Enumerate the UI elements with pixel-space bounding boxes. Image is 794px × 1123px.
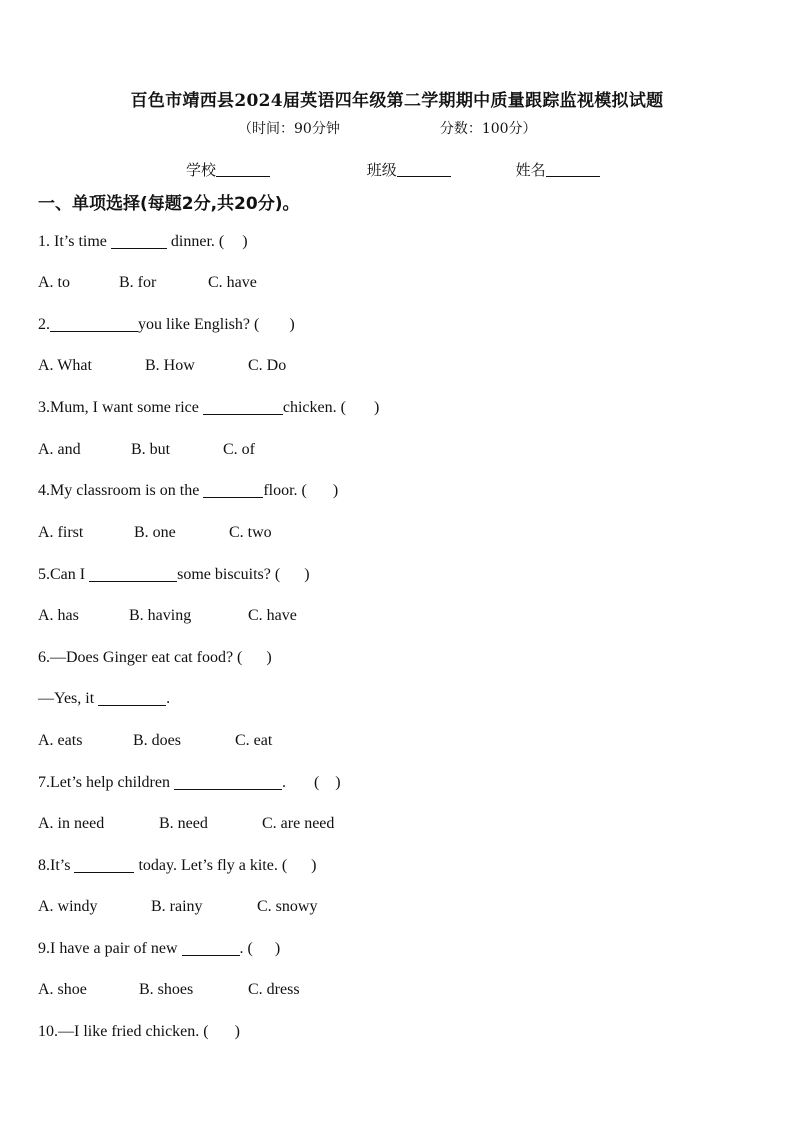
option-c[interactable]: C. have — [208, 274, 257, 291]
answer-paren-close[interactable]: ) — [335, 774, 341, 791]
option-a[interactable]: A. has — [38, 607, 79, 624]
class-label: 班级 — [366, 161, 397, 179]
option-b[interactable]: B. need — [159, 815, 208, 832]
answer-paren[interactable]: ) — [289, 316, 295, 333]
answer-blank[interactable] — [203, 399, 283, 415]
question-4-options — [38, 524, 272, 542]
question-6-options — [38, 732, 272, 750]
option-a[interactable]: A. to — [38, 274, 70, 291]
question-7-options — [38, 815, 334, 833]
question-text: today. Let’s fly a kite. ( — [134, 857, 288, 874]
option-c[interactable]: C. two — [229, 524, 272, 541]
option-b[interactable]: B. rainy — [151, 898, 203, 915]
option-c[interactable]: C. Do — [248, 357, 287, 374]
question-4 — [38, 482, 338, 500]
question-text: 10.—I like fried chicken. ( — [38, 1023, 209, 1040]
question-5 — [38, 566, 310, 584]
school-blank[interactable] — [216, 162, 270, 177]
answer-blank[interactable] — [182, 940, 240, 956]
question-8-options — [38, 898, 317, 916]
answer-paren[interactable]: ) — [332, 482, 339, 499]
option-b[interactable]: B. How — [145, 357, 195, 374]
option-b[interactable]: B. one — [134, 524, 176, 541]
question-text: 9.I have a pair of new — [38, 940, 182, 957]
question-text: dinner. ( — [166, 233, 225, 250]
question-2 — [38, 316, 295, 334]
question-10 — [38, 1023, 240, 1041]
question-text: 2. — [38, 316, 50, 333]
question-3-options — [38, 441, 255, 459]
question-text: . — [166, 690, 171, 707]
time-limit: （时间：90分钟 — [238, 121, 340, 137]
option-a[interactable]: A. and — [38, 441, 81, 458]
question-text: —Yes, it — [38, 690, 99, 707]
question-6 — [38, 649, 272, 667]
question-text: 7.Let’s help children — [38, 774, 174, 791]
name-blank[interactable] — [546, 162, 600, 177]
answer-paren[interactable]: ) — [274, 940, 281, 957]
answer-blank[interactable] — [50, 316, 138, 332]
option-c[interactable]: C. have — [248, 607, 297, 624]
question-text: 1. It’s time — [38, 233, 111, 250]
student-info-row — [186, 159, 600, 180]
question-text: 4.My classroom is on the — [38, 482, 204, 499]
question-text: . ( — [239, 940, 253, 957]
answer-blank[interactable] — [174, 774, 282, 790]
question-1 — [38, 233, 248, 251]
option-b[interactable]: B. having — [129, 607, 192, 624]
option-a[interactable]: A. in need — [38, 815, 105, 832]
answer-blank[interactable] — [203, 482, 263, 498]
option-a[interactable]: A. shoe — [38, 981, 87, 998]
option-c[interactable]: C. of — [223, 441, 255, 458]
question-6-answer-line — [38, 690, 170, 708]
exam-subtitle — [238, 118, 537, 138]
question-9 — [38, 940, 280, 958]
question-text: 5.Can I — [38, 566, 90, 583]
option-a[interactable]: A. windy — [38, 898, 98, 915]
class-field[interactable] — [367, 159, 451, 180]
question-text: 6.—Does Ginger eat cat food? ( — [38, 649, 243, 666]
option-a[interactable]: A. eats — [38, 732, 83, 749]
question-3 — [38, 399, 379, 417]
question-text: 8.It’s — [38, 857, 75, 874]
option-c[interactable]: C. eat — [235, 732, 273, 749]
name-label: 姓名 — [515, 161, 546, 179]
question-text: some biscuits? ( — [177, 566, 281, 583]
option-a[interactable]: A. first — [38, 524, 84, 541]
answer-blank[interactable] — [89, 566, 177, 582]
question-7 — [38, 774, 341, 792]
question-8 — [38, 857, 316, 875]
answer-blank[interactable] — [98, 690, 166, 706]
question-9-options — [38, 981, 300, 999]
question-text: 3.Mum, I want some rice — [38, 399, 203, 416]
name-field[interactable] — [516, 159, 600, 180]
question-text: chicken. ( — [282, 399, 346, 416]
section-heading: 一、单项选择(每题2分,共20分)。 — [38, 194, 300, 214]
option-b[interactable]: B. but — [131, 441, 171, 458]
class-blank[interactable] — [397, 162, 451, 177]
question-text: you like English? ( — [138, 316, 260, 333]
school-field[interactable] — [186, 159, 270, 180]
answer-paren[interactable]: ) — [234, 1023, 240, 1040]
school-label: 学校 — [186, 161, 217, 179]
question-2-options — [38, 357, 286, 375]
answer-blank[interactable] — [74, 857, 134, 873]
option-b[interactable]: B. for — [119, 274, 157, 291]
answer-paren[interactable]: ) — [373, 399, 380, 416]
answer-paren-open[interactable]: ( — [313, 774, 320, 791]
question-5-options — [38, 607, 297, 625]
answer-paren[interactable]: ) — [311, 857, 317, 874]
exam-title: 百色市靖西县2024届英语四年级第二学期期中质量跟踪监视模拟试题 — [130, 91, 664, 111]
option-a[interactable]: A. What — [38, 357, 92, 374]
question-text: . — [281, 774, 286, 791]
option-c[interactable]: C. are need — [262, 815, 335, 832]
question-text: floor. ( — [263, 482, 307, 499]
total-score: 分数：100分） — [439, 121, 537, 137]
answer-blank[interactable] — [111, 233, 167, 249]
answer-paren[interactable]: ) — [242, 233, 248, 250]
answer-paren[interactable]: ) — [266, 649, 272, 666]
question-1-options — [38, 274, 257, 292]
answer-paren[interactable]: ) — [304, 566, 310, 583]
option-b[interactable]: B. shoes — [139, 981, 194, 998]
option-c[interactable]: C. snowy — [257, 898, 318, 915]
option-c[interactable]: C. dress — [248, 981, 300, 998]
option-b[interactable]: B. does — [133, 732, 181, 749]
